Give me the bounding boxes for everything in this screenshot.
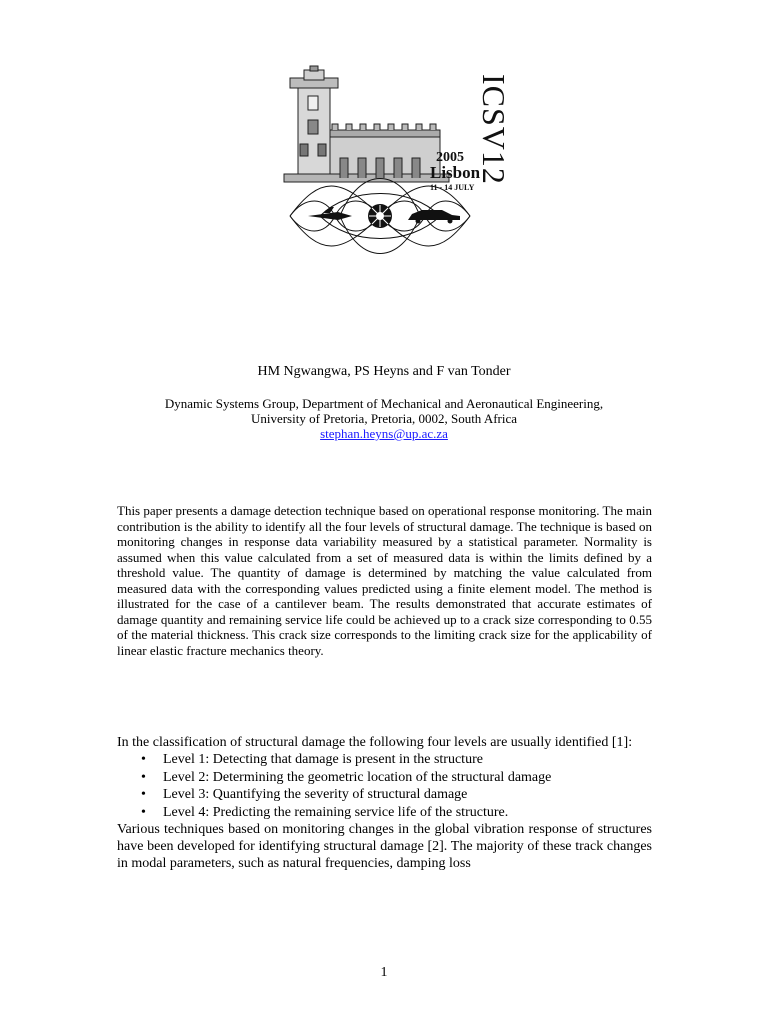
affiliation-line-1: Dynamic Systems Group, Department of Mechanical and Aeronautical Engineering,	[164, 396, 604, 411]
list-item: • Level 3: Quantifying the severity of structural damage	[163, 786, 652, 804]
email-link[interactable]: stephan.heyns@up.ac.za	[320, 426, 448, 441]
intro-body-paragraph: Various techniques based on monitoring changes in the global vibration response of structures have been developed for identifying structural damage [2]. The majority of these track changes in modal parameters, such as natural frequencies, damping loss	[117, 822, 652, 871]
fan-icon	[368, 204, 392, 228]
conference-logo	[280, 66, 512, 256]
logo-text-icsv12: ICSV12	[476, 74, 512, 185]
tower-illustration	[284, 66, 449, 182]
logo-text-dates: 11 - 14 JULY	[430, 183, 475, 192]
list-item: • Level 4: Predicting the remaining service life of the structure.	[163, 804, 652, 822]
aircraft-icon	[308, 207, 352, 220]
page-number: 1	[380, 965, 388, 980]
abstract-paragraph: This paper presents a damage detection technique based on operational response monitoring. The main contribution is the ability to identify all the four levels of structural damage. The technique is based on monitoring changes in response data variability measured by a statistical parameter. Normality is assumed when this value calculated from a set of measured data is within the limits defined by a threshold value. The quantity of damage is determined by matching the value calculated from measured data with the corresponding values predicted using a finite element model. The method is illustrated for the case of a cantilever beam. The results demonstrated that accurate estimates of damage quantity and remaining service life could be achieved up to a crack size corresponding to 0.55 of the material thickness. This crack size corresponds to the limiting crack size for the applicability of linear elastic fracture mechanics theory.	[117, 503, 652, 658]
intro-lead-paragraph: In the classification of structural damage the following four levels are usually identified [1]:	[117, 735, 633, 750]
contact-email	[0, 426, 768, 442]
logo-text-city: Lisbon	[430, 163, 481, 182]
author-list: HM Ngwangwa, PS Heyns and F van Tonder	[257, 364, 511, 379]
list-item: • Level 2: Determining the geometric location of the structural damage	[163, 769, 652, 787]
damage-levels-list	[117, 751, 652, 821]
logo-text-year: 2005	[436, 150, 464, 165]
introduction-section	[117, 734, 652, 872]
list-item: • Level 1: Detecting that damage is present in the structure	[163, 751, 652, 769]
affiliation-line-2: University of Pretoria, Pretoria, 0002, South Africa	[250, 411, 518, 426]
